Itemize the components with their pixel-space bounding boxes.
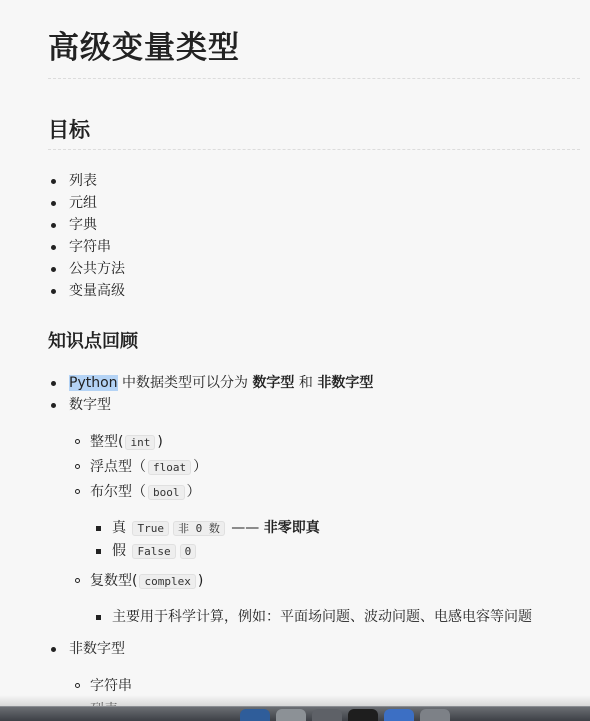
terminal-icon[interactable]: [348, 709, 378, 721]
float-item: 浮点型（ float ）: [75, 455, 580, 480]
non-numeric-item: 非数字型 字符串: [48, 638, 580, 721]
page-title: 高级变量类型: [48, 30, 240, 66]
app-icon[interactable]: [276, 709, 306, 721]
dock-bar[interactable]: [0, 706, 590, 721]
app-icon[interactable]: [240, 709, 270, 721]
list-item: 列表: [48, 170, 580, 192]
intro-item: Python 中数据类型可以分为 数字型 和 非数字型: [48, 372, 580, 394]
inline-code: int: [125, 435, 155, 450]
app-icon[interactable]: [420, 709, 450, 721]
inline-code: bool: [148, 485, 185, 500]
selected-text[interactable]: Python: [69, 375, 118, 391]
list-item: 字符串: [48, 236, 580, 258]
bool-item: 布尔型（ bool ） 真 True 非 0 数 —— 非零即真 假 False 0: [75, 480, 580, 563]
list-item: 变量高级: [48, 280, 580, 302]
app-icon[interactable]: [384, 709, 414, 721]
complex-sublist: [96, 606, 580, 628]
list-item: 元组: [48, 192, 580, 214]
complex-item: 复数型( complex ) 主要用于科学计算，例如：平面场问题、波动问题、电感电容等问题: [75, 569, 580, 628]
true-item: 真 True 非 0 数 —— 非零即真: [96, 517, 580, 540]
title-divider: [48, 78, 580, 79]
complex-note: 主要用于科学计算，例如：平面场问题、波动问题、电感电容等问题: [96, 606, 580, 628]
goals-heading: 目标: [48, 118, 90, 142]
inline-code: False: [132, 544, 175, 559]
numeric-sublist: [75, 430, 580, 628]
app-icon[interactable]: [312, 709, 342, 721]
list-item: 字典: [48, 214, 580, 236]
inline-code: complex: [139, 574, 195, 589]
false-item: 假 False 0: [96, 540, 580, 563]
bool-sublist: [96, 517, 580, 563]
list-item: 公共方法: [48, 258, 580, 280]
int-item: 整型( int ): [75, 430, 580, 455]
inline-code: 0: [180, 544, 197, 559]
inline-code: float: [148, 460, 191, 475]
numeric-item: 数字型 整型( int ) 浮点型（ float ） 布尔型（ bool ） 真 True 非 0 数 —— 非零即真 假 False 0 复数型( complex ) 主要用于科学计算，例如：平面场问题、波动问题、电感电容等问题: [48, 394, 580, 628]
review-list: [48, 372, 580, 721]
inline-code: 非 0 数: [173, 521, 225, 536]
inline-code: True: [132, 521, 169, 536]
document-content: [48, 22, 580, 721]
goals-list: [48, 170, 580, 302]
string-item: 字符串: [75, 674, 580, 698]
review-heading: 知识点回顾: [48, 331, 138, 352]
goals-divider: [48, 149, 580, 150]
